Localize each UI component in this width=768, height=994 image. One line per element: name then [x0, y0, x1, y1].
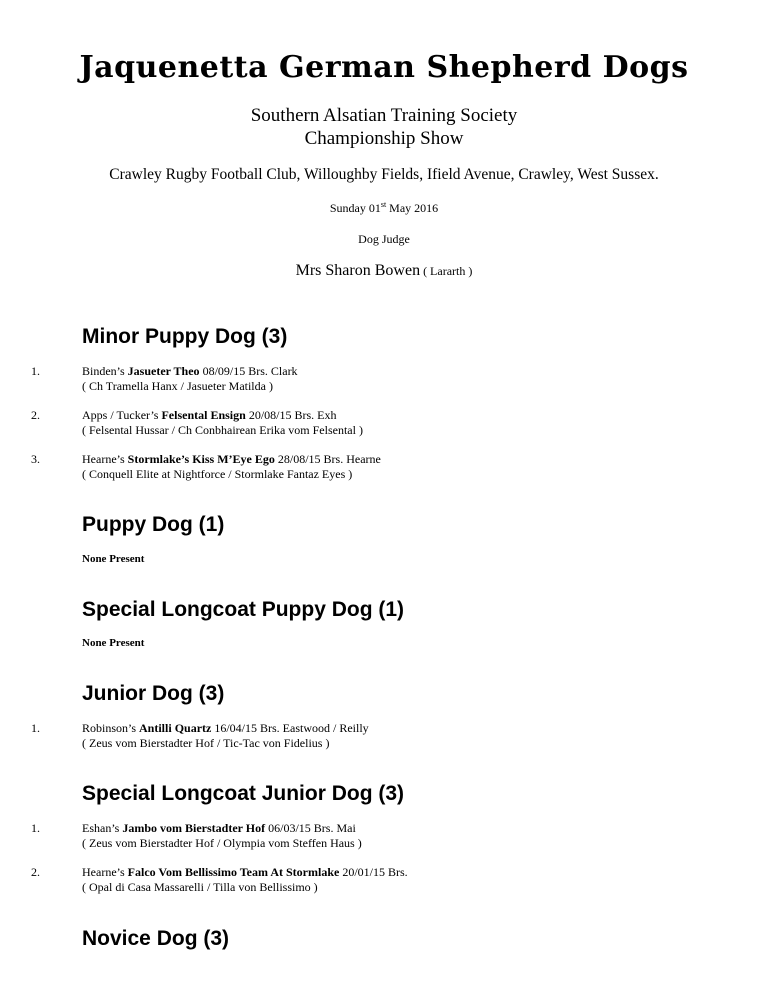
kennel-title: Jaquenetta German Shepherd Dogs: [79, 50, 689, 85]
list-item: [31, 408, 363, 438]
class-heading: Novice Dog (3): [82, 927, 230, 950]
pedigree: ( Felsental Hussar / Ch Conbhairean Erika vom Felsental ): [82, 423, 363, 437]
dog-name: Jasueter Theo: [127, 364, 200, 378]
placing: 1.: [31, 364, 40, 378]
entry-details: 20/08/15 Brs. Exh: [245, 408, 337, 422]
none-present-note: None Present: [82, 553, 145, 565]
pedigree: ( Zeus vom Bierstadter Hof / Olympia vom Steffen Haus ): [82, 836, 362, 850]
class-heading: Puppy Dog (1): [82, 513, 225, 536]
judge-title: Dog Judge: [358, 232, 410, 246]
pedigree: ( Zeus vom Bierstadter Hof / Tic-Tac von Fidelius ): [82, 736, 330, 750]
list-item: [31, 364, 298, 394]
entry-details: 20/01/15 Brs.: [339, 865, 408, 879]
show-organisation: [0, 104, 768, 150]
list-item: [31, 452, 381, 482]
class-heading: Special Longcoat Puppy Dog (1): [82, 598, 405, 621]
dog-name: Stormlake’s Kiss M’Eye Ego: [127, 452, 275, 466]
show-date: [0, 200, 768, 216]
entry-details: 28/08/15 Brs. Hearne: [274, 452, 381, 466]
class-heading: Junior Dog (3): [82, 682, 225, 705]
placing: 1.: [31, 721, 40, 735]
dog-name: Jambo vom Bierstadter Hof: [122, 821, 266, 835]
class-heading: Special Longcoat Junior Dog (3): [82, 782, 405, 805]
owner: Binden’s: [82, 364, 128, 378]
class-heading: Minor Puppy Dog (3): [82, 325, 288, 348]
entry-details: 08/09/15 Brs. Clark: [199, 364, 298, 378]
placing: 2.: [31, 865, 40, 879]
judge-name: Mrs Sharon Bowen: [295, 262, 421, 279]
owner: Hearne’s: [82, 452, 128, 466]
placing: 2.: [31, 408, 40, 422]
placing: 1.: [31, 821, 40, 835]
date-suffix: st: [380, 200, 387, 209]
pedigree: ( Conquell Elite at Nightforce / Stormlake Fantaz Eyes ): [82, 467, 353, 481]
none-present-note: None Present: [82, 637, 145, 649]
dog-name: Antilli Quartz: [139, 721, 212, 735]
show-type: Championship Show: [304, 128, 464, 149]
entry-details: 06/03/15 Brs. Mai: [265, 821, 356, 835]
date-prefix: Sunday 01: [329, 201, 381, 215]
date-rest: May 2016: [386, 201, 439, 215]
dog-name: Felsental Ensign: [161, 408, 246, 422]
list-item: [31, 821, 362, 851]
owner: Hearne’s: [82, 865, 128, 879]
list-item: [31, 721, 369, 751]
entry-details: 16/04/15 Brs. Eastwood / Reilly: [211, 721, 369, 735]
dog-name: Falco Vom Bellissimo Team At Stormlake: [127, 865, 340, 879]
owner: Robinson’s: [82, 721, 140, 735]
society-name: Southern Alsatian Training Society: [250, 105, 518, 126]
owner: Eshan’s: [82, 821, 123, 835]
venue: Crawley Rugby Football Club, Willoughby Fields, Ifield Avenue, Crawley, West Sussex.: [109, 166, 659, 183]
owner: Apps / Tucker’s: [82, 408, 162, 422]
list-item: [31, 865, 408, 895]
pedigree: ( Ch Tramella Hanx / Jasueter Matilda ): [82, 379, 273, 393]
judge-kennel: ( Lararth ): [420, 264, 473, 278]
placing: 3.: [31, 452, 40, 466]
pedigree: ( Opal di Casa Massarelli / Tilla von Bellissimo ): [82, 880, 318, 894]
judge: [0, 262, 768, 280]
